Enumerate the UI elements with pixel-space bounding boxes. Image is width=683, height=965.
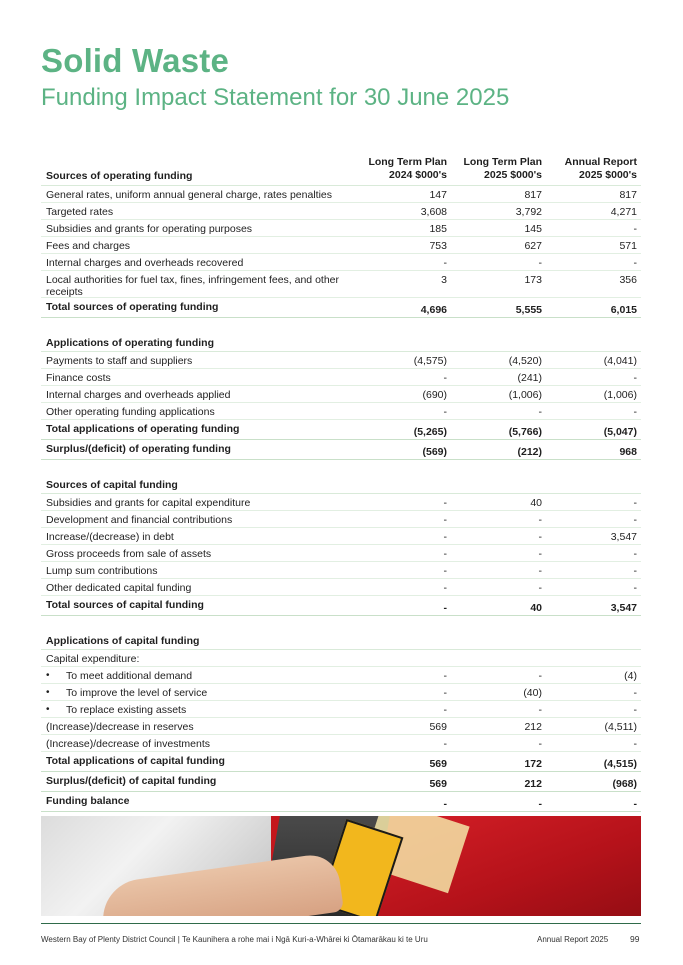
funding-impact-statement-table bbox=[41, 155, 641, 812]
total-row: Total applications of operating funding (5,265) (5,766) (5,047) bbox=[41, 420, 641, 440]
page-number: 99 bbox=[630, 934, 640, 944]
total-row: Total sources of operating funding 4,696 5,555 6,015 bbox=[41, 298, 641, 318]
rubbish-bin-photo bbox=[41, 816, 641, 916]
table-row: (Increase)/decrease in reserves 569 212 (4,511) bbox=[41, 718, 641, 735]
column-header-ltp-2024: Long Term Plan 2024 $000's bbox=[368, 156, 447, 181]
column-header-ltp-2025: Long Term Plan 2025 $000's bbox=[463, 156, 542, 181]
table-row: Targeted rates 3,608 3,792 4,271 bbox=[41, 203, 641, 220]
bullet-icon: • bbox=[46, 670, 50, 681]
page-subtitle: Funding Impact Statement for 30 June 2025 bbox=[41, 84, 510, 111]
list-item: • To meet additional demand - - (4) bbox=[41, 667, 641, 684]
table-row: Local authorities for fuel tax, fines, infringement fees, and other receipts 3 173 356 bbox=[41, 271, 641, 298]
footer-organisation: Western Bay of Plenty District Council | Te Kaunihera a rohe mai i Ngā Kuri-a-Whārei ki Ōtamarākau ki te Uru bbox=[41, 935, 428, 944]
footer-divider bbox=[41, 923, 641, 924]
table-row: Development and financial contributions - - - bbox=[41, 511, 641, 528]
table-row: Lump sum contributions - - - bbox=[41, 562, 641, 579]
table-row: Other operating funding applications - - - bbox=[41, 403, 641, 420]
list-item: • To replace existing assets - - - bbox=[41, 701, 641, 718]
table-row: Gross proceeds from sale of assets - - - bbox=[41, 545, 641, 562]
table-header-row bbox=[41, 155, 641, 186]
sources-operating-heading: Sources of operating funding bbox=[46, 170, 193, 182]
table-row: Finance costs - (241) - bbox=[41, 369, 641, 386]
footer-report-name: Annual Report 2025 bbox=[537, 935, 609, 944]
table-row: Other dedicated capital funding - - - bbox=[41, 579, 641, 596]
section-heading: Sources of capital funding bbox=[41, 476, 641, 494]
page-title: Solid Waste bbox=[41, 42, 230, 79]
table-row: General rates, uniform annual general charge, rates penalties 147 817 817 bbox=[41, 186, 641, 203]
list-item: • To improve the level of service - (40) - bbox=[41, 684, 641, 701]
table-row: Internal charges and overheads recovered - - - bbox=[41, 254, 641, 271]
table-row: Subsidies and grants for capital expenditure - 40 - bbox=[41, 494, 641, 511]
funding-balance-row: Funding balance - - - bbox=[41, 792, 641, 812]
section-heading: Applications of operating funding bbox=[41, 334, 641, 352]
table-row: Internal charges and overheads applied (690) (1,006) (1,006) bbox=[41, 386, 641, 403]
surplus-row: Surplus/(deficit) of operating funding (569) (212) 968 bbox=[41, 440, 641, 460]
table-row: Fees and charges 753 627 571 bbox=[41, 237, 641, 254]
bullet-icon: • bbox=[46, 704, 50, 715]
table-row: Subsidies and grants for operating purposes 185 145 - bbox=[41, 220, 641, 237]
table-row: Capital expenditure: bbox=[41, 650, 641, 667]
table-row: Increase/(decrease) in debt - - 3,547 bbox=[41, 528, 641, 545]
bullet-icon: • bbox=[46, 687, 50, 698]
surplus-row: Surplus/(deficit) of capital funding 569 212 (968) bbox=[41, 772, 641, 792]
total-row: Total applications of capital funding 569 172 (4,515) bbox=[41, 752, 641, 772]
column-header-annual-report-2025: Annual Report 2025 $000's bbox=[564, 156, 637, 181]
table-row: (Increase)/decrease of investments - - - bbox=[41, 735, 641, 752]
section-heading: Applications of capital funding bbox=[41, 632, 641, 650]
total-row: Total sources of capital funding - 40 3,547 bbox=[41, 596, 641, 616]
table-row: Payments to staff and suppliers (4,575) (4,520) (4,041) bbox=[41, 352, 641, 369]
